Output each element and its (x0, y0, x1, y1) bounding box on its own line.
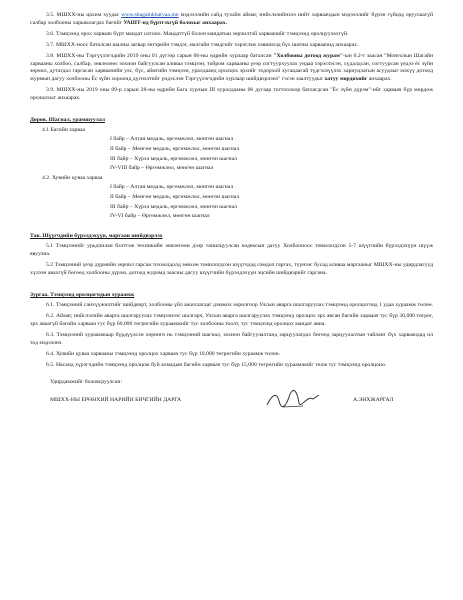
paragraph-3-8 (30, 53, 433, 84)
award-row: IV-VI байр – Өргөмжлөл, мөнгөн шагнал (110, 213, 210, 220)
paragraph-3-5 (30, 12, 433, 28)
p35-bold: УАШТ-нд бүртгэхгүй болохыг анхаарах. (123, 19, 228, 26)
award-row: III байр – Хүрэл медаль, өргөмжлөл, мөнгөн шагнал (110, 155, 238, 162)
p38-text-before: 3.8. МШХХ-ны Тэргүүлэгчдийн 2019 оны 01 дүгээр сарын 06-ны өдрийн хурлаар баталсан (46, 52, 274, 59)
men-team-title: 4.1 Багийн харваа (42, 127, 86, 134)
individual-title: 4.2. Хувийн цуваа харваа (42, 175, 103, 182)
section-4-title: Дөрөв. Шагнал, урамшуулал (30, 116, 105, 123)
spacer (30, 106, 433, 112)
signature-line (30, 389, 433, 411)
award-row: I байр – Алтан медаль, өргөмжлөл, мөнгөн шагнал (110, 136, 234, 142)
award-row: III байр – Хүрэл медаль, өргөмжлөл, мөнгөн шагнал (110, 203, 238, 210)
individual-awards-list (110, 183, 433, 222)
award-row: IV-VIII байр – Өргөмжлөл, мөнгөн шагнал (110, 165, 214, 172)
paragraph-6-5: 6.5. Насанд хүрэгчдийн тэмцээнд оролцож буй ахмадын багийн харваач тус бүр 15,000 төгрөгийн хураамжийг төлж тус тэмцээнд оролцоно. (46, 361, 387, 368)
award-row: I байр – Алтан медаль, өргөмжлөл, мөнгөн шагнал (110, 183, 234, 190)
signer-name: А.ЭНХЖАРГАЛ (353, 396, 394, 403)
p38-bold-strict: хатуу мөрдөхийг (324, 76, 368, 83)
award-row: II байр – Мөнгөн медаль, өргөмжлөл, мөнгөн шагнал (110, 145, 240, 152)
men-awards-list (110, 135, 433, 174)
paragraph-3-6: 3.6. Тэмцээнд орох харваач бүрт мандат олгоно. Мандаттүй болон мандатын зөрчилтэй харваачийг тэмцээнд оролцуулахгүй. (46, 30, 349, 37)
paragraph-3-7: 3.7. МШХХ-ноос баталсан шалны загвар энгэрийн тэмдэг, малгайн тэмдгийг хэрэглэж хэвшихэд бүх шатны харваачид анхаарах. (46, 41, 359, 48)
signer-title: МШХХ-НЫ ЕРӨНХИЙ НАРИЙН БИЧГИЙН ДАРГА (50, 396, 182, 403)
paragraph-3-9: 3.9. МШХХ-ны 2019 оны 09-р сарын 28-ны өдрийн Бага хурлын III хуралдааны 06 дугаар тогтоолоор батлагдсан "Ёс зүйн дүрэм"-ийг харваач бүр мөрдөж оролцохыг анхаарах. (30, 87, 433, 101)
p35-text-before: 3.5. МШХХ-ны цахим хуудас (46, 12, 122, 18)
paragraph-6-2: 6.2. Аймаг, нийслэлийн аварга шалгаруулах тэмцээнээс шалгарч, Улсын аварга шалгаруулах тэмцээнд оролцох эрх авсан багийн харваач тус бүр 30,000 төгрөг, эрх аваагүй багийн харваач тус бүр 60,000 төгрөгийн хураамжийг тус холбооны тоолт, тус тэмцээнд оролцох мандат авна. (30, 313, 433, 328)
award-row: II байр – Мөнгөн медаль, өргөмжлөл, мөнгөн шагнал (110, 193, 240, 200)
paragraph-5-1: 5.1 Тэмцээнийг урьдчилан бэлтгэж техникийн зөвлөгөөн дээр танилцуулсан кодексын дагуу Холбооноос томилогдсон 5-7 шүүгчийн бүрэлдэхүүн шүүж явуулна. (30, 243, 433, 258)
handwritten-signature (263, 389, 323, 411)
signature-block (30, 379, 433, 412)
paragraph-6-4: 6.4. Хувийн цуваа харвааны тэмцээнд оролцох харваач тус бүр 10,000 төгрөгийн хураамж төлнө. (46, 350, 281, 357)
p35-text-after: мэдээллийн сайд тухайн аймаг, нийслэлийнхээ нийт харваачдын мэдээллийг бүрэн гүйцэд оруулаагүй салбар холбооны харьяалагдах багийг (30, 12, 433, 26)
p38-bold-rules: "Холбооны дотоод журам" (273, 52, 344, 59)
paragraph-6-3: 6.3. Тэмцээний хураамжаар бүрдүүлсэн хөрөнгө нь тэмцээний шагнал, зохион байгуулалтанд зарцуулагдах бөгөөд зарцуулалтын тайланг бүх харваачдад ил тод мэдээлнэ. (30, 332, 433, 346)
paragraph-5-2: 5.2 Тэмцээний үеэр дүрмийн зөрчил гарсан тохиолдолд зөвхөн томилогдсон шүүгчдэд гомдол гаргах, түүнээс бусад аливаа маргааныг МШХХ-ны удирдлагууд хүлээн авахгүй бөгөөд холбооны дүрэм, дотоод журамд заасны дагуу шүүгчийн бүрэлдэхүүн эцсийн шийдвэрийг гаргана. (30, 262, 433, 277)
section-6-title: Зургаа. Тэмцээнд оролцогчдын хураамж (30, 292, 135, 299)
section-5-title: Тав. Шүүгчдийн бүрэлдэхүүн, маргаан шийдвэрлэх (30, 233, 163, 240)
spacer (30, 222, 433, 228)
p38-text-after: анхаарах. (367, 76, 392, 83)
paragraph-6-1: 6.1. Тэмцээний санхүүжилтийг шийдвэрт, холбооны үйл ажиллагааг дэмжих зорилгоор Улсын аварга шалгаруулах тэмцээнд оролцогчид 1 удаа хураамж төлнө. (46, 302, 434, 309)
website-link[interactable]: www.shagainkharvaa.mn (121, 12, 179, 18)
p38-text-mid: -ын 6.2-т заасан "Монголын Шагайн харвааны холбоо, салбар, зөвлөлөөс зохион байгуулсан аливаа тэмцээн, тойром харвааны үеэр согтуурхуулах ундаа хэрэглэсэн, хүдалдсан, согтуурсан үедээ ёс зүйн зөрчил, дутагдал гаргасан харваачийн улс, бүс, аймгийн тэмцээн, уралдаанд оролцох эрхийг тодорхой хугацаагай түдгэлзүүлэх хариуцлагын асуудлыг мэхүү дотоод журмын дагуу холбооны Ёс зүйн хороонд дүгнэлтийг үндэслэн Тэргүүлэгчдийн хурлаар шийдвэрлэнэ" гэсэн заалтуудыг (30, 52, 434, 83)
approval-label: Удирдамжийг боловсруулсан: (50, 378, 123, 385)
spacer (30, 281, 433, 287)
